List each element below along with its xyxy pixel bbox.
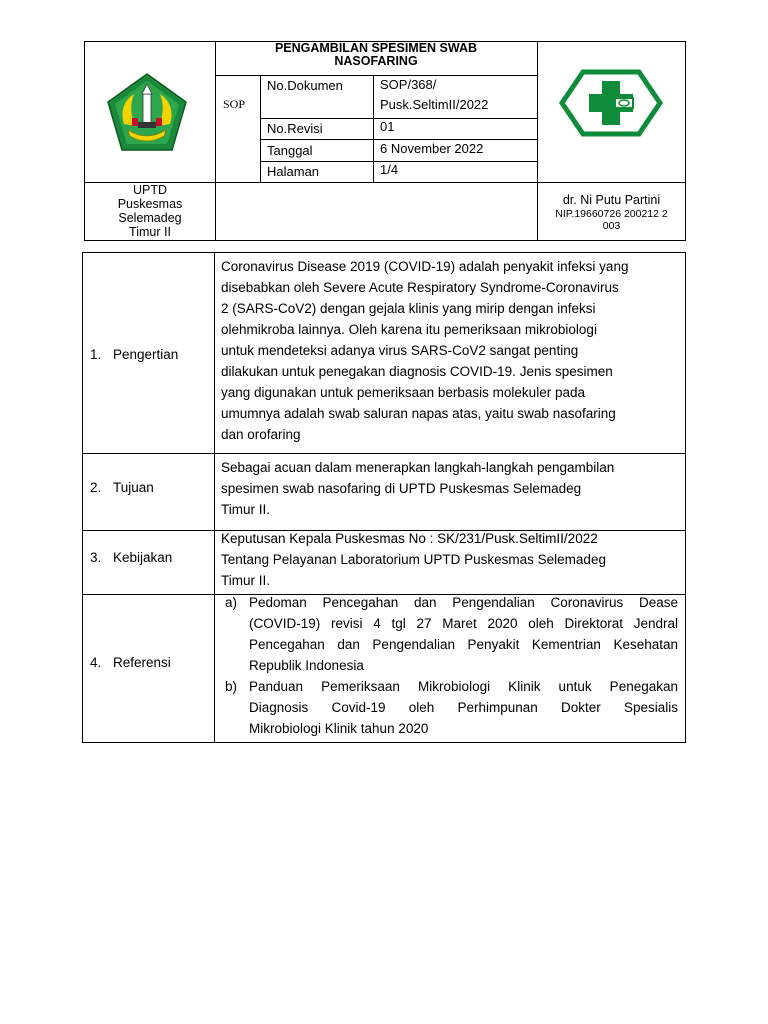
section-label-kebijakan: Kebijakan [113, 550, 173, 565]
field-value-no-dokumen-line2: Pusk.SeltimII/2022 [380, 97, 489, 112]
document-title: PENGAMBILAN SPESIMEN SWAB NASOFARING [274, 41, 478, 68]
field-label-halaman: Halaman [267, 164, 320, 179]
signer-block [538, 193, 685, 232]
signer-name: dr. Ni Putu Partini [562, 193, 661, 207]
section-number-3: 3. [90, 550, 102, 565]
section-label-pengertian: Pengertian [113, 347, 179, 362]
field-label-tanggal: Tanggal [267, 143, 313, 158]
sop-label: SOP [223, 97, 246, 111]
organization-name: UPTD Puskesmas Selemadeg Timur II [117, 183, 183, 239]
field-value-no-dokumen-line1: SOP/368/ [380, 77, 437, 92]
section-content-tujuan: Sebagai acuan dalam menerapkan langkah-langkah pengambilan spesimen swab nasofaring di UPTD Puskesmas Selemadeg Timur II. [221, 460, 615, 517]
section-number-4: 4. [90, 655, 102, 670]
section-number-2: 2. [90, 480, 102, 495]
section-content-kebijakan: Keputusan Kepala Puskesmas No : SK/231/Pusk.SeltimII/2022 Tentang Pelayanan Laboratorium UPTD Puskesmas Selemadeg Timur II. [221, 531, 606, 588]
puskesmas-logo-icon [559, 69, 663, 137]
field-label-no-dokumen: No.Dokumen [267, 78, 343, 93]
kabupaten-emblem-icon [106, 72, 188, 154]
section-label-referensi: Referensi [113, 655, 171, 670]
section-content-pengertian: Coronavirus Disease 2019 (COVID-19) adalah penyakit infeksi yang disebabkan oleh Severe Acute Respiratory Syndrome-Coronavirus 2 (SARS-CoV2) dengan gejala klinis yang mirip dengan infeksi olehmikroba lainnya. Oleh karena itu pemeriksaan mikrobiologi untuk mendeteksi adanya virus SARS-CoV2 sangat penting dilakukan untuk penegakan diagnosis COVID-19. Jenis spesimen yang digunakan untuk pemeriksaan berbasis molekuler pada umumnya adalah swab saluran napas atas, yaitu swab nasofaring dan orofaring [221, 259, 629, 442]
field-label-no-revisi: No.Revisi [267, 121, 323, 136]
field-value-no-revisi: 01 [380, 119, 395, 134]
section-label-tujuan: Tujuan [113, 480, 154, 495]
field-value-tanggal: 6 November 2022 [380, 141, 484, 156]
signer-nip: NIP.19660726 200212 2 003 [555, 208, 668, 232]
section-number-1: 1. [90, 347, 102, 362]
field-value-halaman: 1/4 [380, 162, 399, 177]
